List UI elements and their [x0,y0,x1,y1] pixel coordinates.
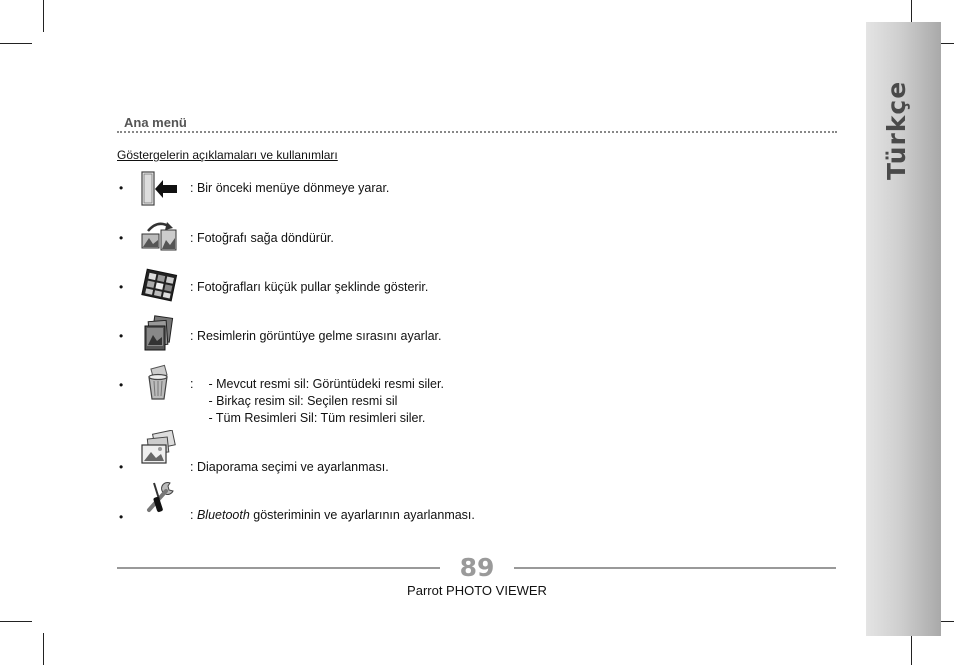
exit-door-icon [140,170,178,208]
trash-icon [140,364,178,402]
dotted-divider [117,131,837,133]
item-prefix: : [190,377,194,391]
bluetooth-description [190,508,475,522]
crop-mark [911,633,912,665]
delete-option-multiple: - Birkaç resim sil: Seçilen resmi sil [208,394,398,408]
item-description: : Fotoğrafı sağa döndürür. [190,231,334,245]
section-subheading: Göstergelerin açıklamaları ve kullanımları [117,148,338,162]
bullet: • [119,510,124,524]
thumbnails-icon [140,267,178,305]
delete-option-all: - Tüm Resimleri Sil: Tüm resimleri siler. [208,411,426,425]
bullet: • [119,460,124,474]
section-title: Ana menü [124,115,187,130]
crop-mark [0,43,32,44]
crop-mark [43,0,44,32]
item-description: : Bir önceki menüye dönmeye yarar. [190,181,390,195]
bullet: • [119,231,124,245]
product-name: Parrot PHOTO VIEWER [407,583,547,598]
delete-option-current: - Mevcut resmi sil: Görüntüdeki resmi siler. [208,377,444,391]
bullet: • [119,280,124,294]
bluetooth-term: Bluetooth [196,508,250,522]
delete-options [190,376,444,427]
language-label: Türkçe [882,80,911,180]
page-number: 89 [459,553,495,582]
slideshow-icon [140,430,178,468]
item-description: : Resimlerin görüntüye gelme sırasını ayarlar. [190,329,442,343]
footer-rule-left [117,567,440,569]
settings-wrench-icon [140,479,178,517]
photo-order-icon [140,315,178,353]
item-prefix: : [190,508,197,522]
footer-rule-right [514,567,836,569]
bullet: • [119,378,124,392]
rotate-photo-icon [140,218,178,256]
item-description: : Fotoğrafları küçük pullar şeklinde gösterir. [190,280,429,294]
bullet: • [119,181,124,195]
item-description: : Diaporama seçimi ve ayarlanması. [190,460,389,474]
item-description: gösteriminin ve ayarlarının ayarlanması. [249,508,475,522]
crop-mark [43,633,44,665]
bullet: • [119,329,124,343]
crop-mark [0,621,32,622]
